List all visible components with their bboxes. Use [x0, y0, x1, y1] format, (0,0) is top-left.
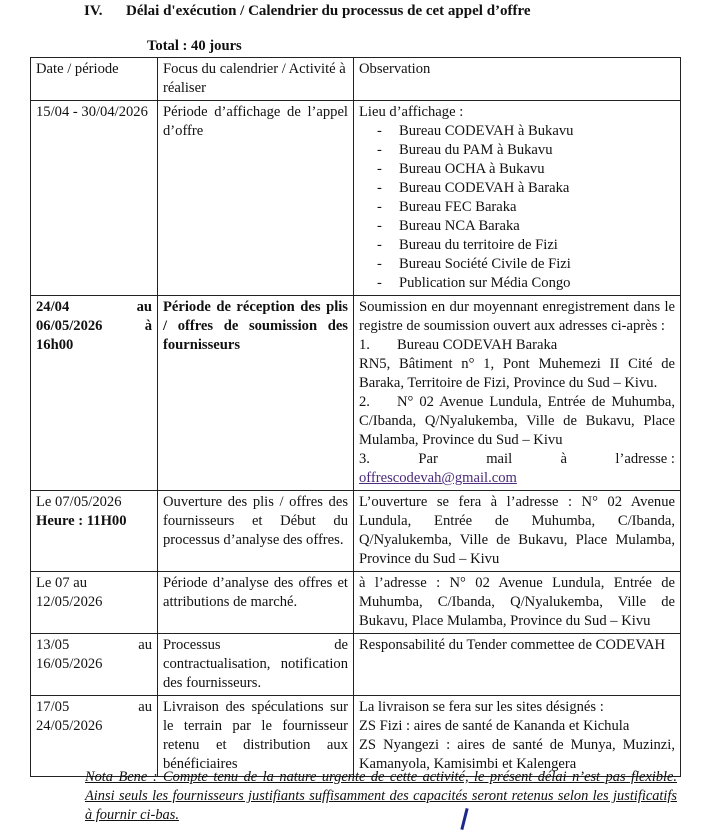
address-2-number: 2. [359, 394, 370, 410]
table-row [31, 634, 681, 696]
row1-date: 15/04 - 30/04/2026 [31, 101, 158, 296]
list-item: - Publication sur Média Congo [377, 274, 675, 293]
total-duration: Total : 40 jours [147, 38, 242, 54]
row6-obs-line: ZS Nyangezi : aires de santé de Munya, Muzinzi, Kamanyola, Kamisimbi et Kalengera [359, 737, 675, 772]
list-item: - Bureau Société Civile de Fizi [377, 255, 675, 274]
row2-date [31, 296, 158, 491]
row4-date: Le 07 au 12/05/2026 [31, 572, 158, 634]
row2-time: 16h00 [36, 337, 74, 353]
list-item: - Bureau du PAM à Bukavu [377, 141, 675, 160]
list-item: - Bureau NCA Baraka [377, 217, 675, 236]
row1-obs-intro: Lieu d’affichage : [359, 104, 464, 120]
section-heading [84, 3, 531, 20]
header-activity: Focus du calendrier / Activité à réaliser [158, 58, 354, 101]
row4-observation: à l’adresse : N° 02 Avenue Lundula, Entrée de Muhumba, C/Ibanda, Q/Nyalukemba, Ville de Bukavu, Place Mulamba, Province du Sud – Kivu [354, 572, 681, 634]
section-number: IV. [84, 3, 103, 19]
row6-date-end: 24/05/2026 [36, 718, 103, 734]
list-item: - Bureau du territoire de Fizi [377, 236, 675, 255]
list-item: - Bureau OCHA à Bukavu [377, 160, 675, 179]
row6-date-to: au [138, 699, 152, 715]
address-2 [359, 393, 675, 450]
address-1-number: 1. [359, 337, 370, 353]
row6-activity: Livraison des spéculations sur le terrain par le fournisseur retenu et distribution aux bénéficiaires [158, 696, 354, 777]
table-row [31, 572, 681, 634]
row5-date-start: 13/05 [36, 637, 70, 653]
row5-activity: Processus de contractualisation, notification des fournisseurs. [158, 634, 354, 696]
row3-activity: Ouverture des plis / offres des fournisseurs et Début du processus d’analyse des offres. [158, 491, 354, 572]
header-observation: Observation [354, 58, 681, 101]
row5-date [31, 634, 158, 696]
list-item: - Bureau CODEVAH à Baraka [377, 179, 675, 198]
posting-places-list [359, 122, 675, 293]
row4-activity: Période d’analyse des offres et attributions de marché. [158, 572, 354, 634]
address-2-text: N° 02 Avenue Lundula, Entrée de Muhumba, C/Ibanda, Q/Nyalukemba, Ville de Bukavu, Place Mulamba, Province du Sud – Kivu [359, 394, 675, 448]
list-item: - Bureau CODEVAH à Bukavu [377, 122, 675, 141]
row6-date [31, 696, 158, 777]
row5-date-to: au [138, 637, 152, 653]
row2-date-to: au [136, 299, 152, 315]
row2-date-end: 06/05/2026 [36, 318, 103, 334]
row1-activity: Période d’affichage de l’appel d’offre [158, 101, 354, 296]
table-row [31, 101, 681, 296]
address-3-word: Par [418, 451, 438, 467]
row2-date-at: à [144, 318, 152, 334]
list-item: - Bureau FEC Baraka [377, 198, 675, 217]
address-3-number: 3. [359, 451, 370, 467]
table-row [31, 696, 681, 777]
header-date: Date / période [31, 58, 158, 101]
row2-observation [354, 296, 681, 491]
address-1-title: Bureau CODEVAH Baraka [397, 337, 558, 353]
schedule-table [30, 57, 681, 777]
table-row [31, 296, 681, 491]
row2-activity: Période de réception des plis / offres de soumission des fournisseurs [158, 296, 354, 491]
row6-obs-line: ZS Fizi : aires de santé de Kananda et Kichula [359, 718, 630, 734]
address-3-word: mail [486, 451, 513, 467]
row6-observation [354, 696, 681, 777]
section-title: Délai d'exécution / Calendrier du processus de cet appel d’offre [126, 3, 531, 19]
row6-date-start: 17/05 [36, 699, 70, 715]
nota-bene: Nota Bene : Compte tenu de la nature urgente de cette activité, le présent délai n’est pas flexible. Ainsi seuls les fournisseurs justifiants suffisamment des capacités seront retenus selon les justificatifs à fournir ci-bas. [85, 769, 677, 823]
table-row [31, 491, 681, 572]
row5-date-end: 16/05/2026 [36, 656, 103, 672]
row3-date-text: Le 07/05/2026 [36, 494, 122, 510]
row3-observation: L’ouverture se fera à l’adresse : N° 02 Avenue Lundula, Entrée de Muhumba, C/Ibanda, Q/Nyalukemba, Ville de Bukavu, Place Mulamba, Province du Sud – Kivu [354, 491, 681, 572]
address-3-word: l’adresse : [615, 451, 675, 467]
address-1 [359, 336, 675, 355]
address-3-word: à [560, 451, 568, 467]
row3-date [31, 491, 158, 572]
row2-obs-intro: Soumission en dur moyennant enregistrement dans le registre de soumission ouvert aux adresses ci-après : [359, 299, 675, 334]
table-header-row [31, 58, 681, 101]
row2-date-start: 24/04 [36, 299, 70, 315]
row1-observation [354, 101, 681, 296]
row6-obs-intro: La livraison se fera sur les sites désignés : [359, 699, 604, 715]
row5-observation: Responsabilité du Tender commettee de CODEVAH [354, 634, 681, 696]
address-1-text: RN5, Bâtiment n° 1, Pont Muhemezi II Cité de Baraka, Territoire de Fizi, Province du Sud – Kivu. [359, 356, 675, 391]
address-3 [359, 450, 675, 469]
row3-time: Heure : 11H00 [36, 513, 127, 529]
email-link[interactable]: offrescodevah@gmail.com [359, 470, 517, 486]
